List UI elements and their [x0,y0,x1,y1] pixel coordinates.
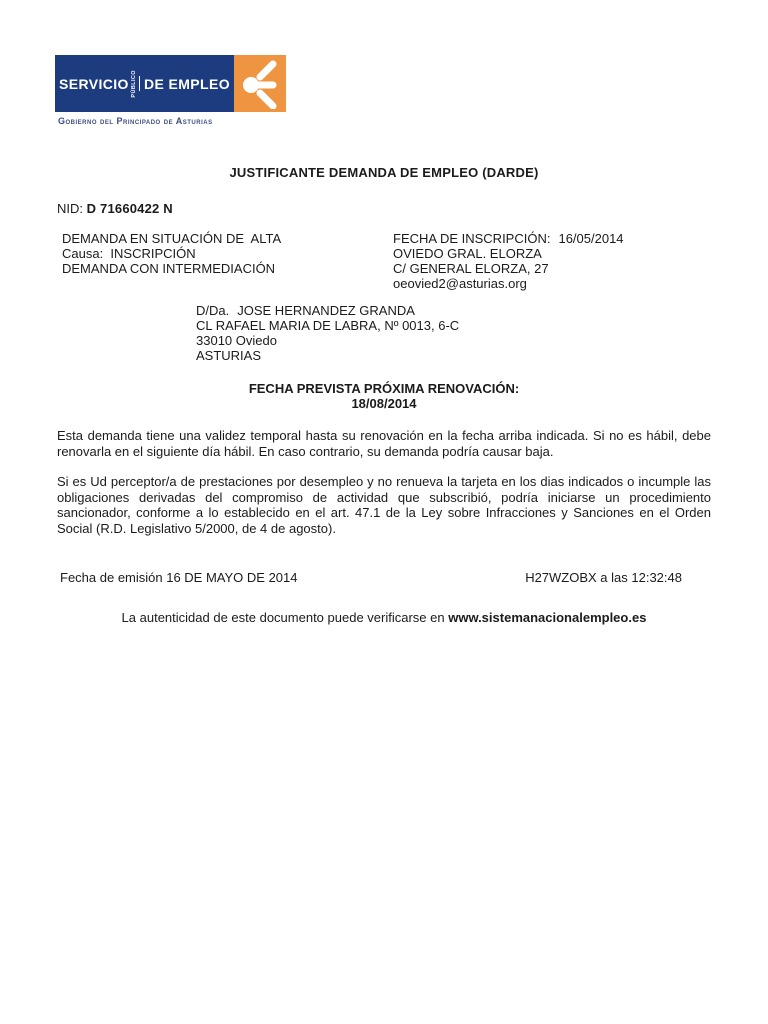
page-title: JUSTIFICANTE DEMANDA DE EMPLEO (DARDE) [229,165,539,180]
logo-text-de-empleo: DE EMPLEO [143,75,230,92]
verification-text: La autenticidad de este documento puede verificarse en [121,610,449,625]
renewal-block [0,381,768,411]
office-email: oeovied2@asturias.org [393,276,527,291]
recipient-province: ASTURIAS [196,348,262,363]
verification-line [57,610,711,625]
recipient-name: JOSE HERNANDEZ GRANDA [237,303,415,318]
recipient-name-line [196,303,459,318]
validity-paragraph: Esta demanda tiene una validez temporal hasta su renovación en la fecha arriba indicada. Si no es hábil, debe renovarla en el siguiente día hábil. En caso contrario, su demanda podría causar baja. [57,428,711,459]
logo-text-publico-vertical: PÚBLICO [130,69,137,98]
employment-figure-icon [238,59,282,109]
office-info-block [393,231,624,291]
demand-status-line: DEMANDA EN SITUACIÓN DE ALTA [62,231,282,246]
demand-type-line: DEMANDA CON INTERMEDIACIÓN [62,261,276,276]
demand-cause-line: Causa: INSCRIPCIÓN [62,246,196,261]
recipient-salutation: D/Da. [196,303,230,318]
logo-navy-box [55,55,234,112]
logo-orange-box [234,55,286,112]
recipient-postal-city: 33010 Oviedo [196,333,277,348]
logo-text-servicio: SERVICIO [59,75,129,92]
logo-divider-bar [139,76,140,91]
office-address: C/ GENERAL ELORZA, 27 [393,261,549,276]
recipient-street: CL RAFAEL MARIA DE LABRA, Nº 0013, 6-C [196,318,460,333]
employment-service-logo [55,55,286,112]
emission-date-text: Fecha de emisión 16 DE MAYO DE 2014 [60,570,298,585]
registration-date-label: FECHA DE INSCRIPCIÓN: [393,231,551,246]
verification-url: www.sistemanacionalempleo.es [448,610,647,625]
sanction-paragraph: Si es Ud perceptor/a de prestaciones por desempleo y no renueva la tarjeta en los dias indicados o incumple las obligaciones derivadas del compromiso de actividad que subscribió, podría iniciarse un procedimiento sancionador, conforme a lo establecido en el art. 47.1 de la Ley sobre Infracciones y Sanciones en el Orden Social (R.D. Legislativo 5/2000, de 4 de agosto). [57,474,711,536]
registration-date-line [393,231,624,246]
nid-value: D 71660422 N [86,201,173,216]
recipient-block [196,303,459,363]
government-subtitle: Gobierno del Principado de Asturias [58,116,213,126]
office-name: OVIEDO GRAL. ELORZA [393,246,542,261]
emission-code-timestamp: H27WZOBX a las 12:32:48 [525,570,682,585]
registration-date-value: 16/05/2014 [558,231,624,246]
nid-label: NID: [57,201,87,216]
demand-status-block [62,231,281,276]
emission-row [60,570,682,585]
renewal-date: 18/08/2014 [351,396,417,411]
nid-line [57,201,173,216]
renewal-heading: FECHA PREVISTA PRÓXIMA RENOVACIÓN: [248,381,520,396]
